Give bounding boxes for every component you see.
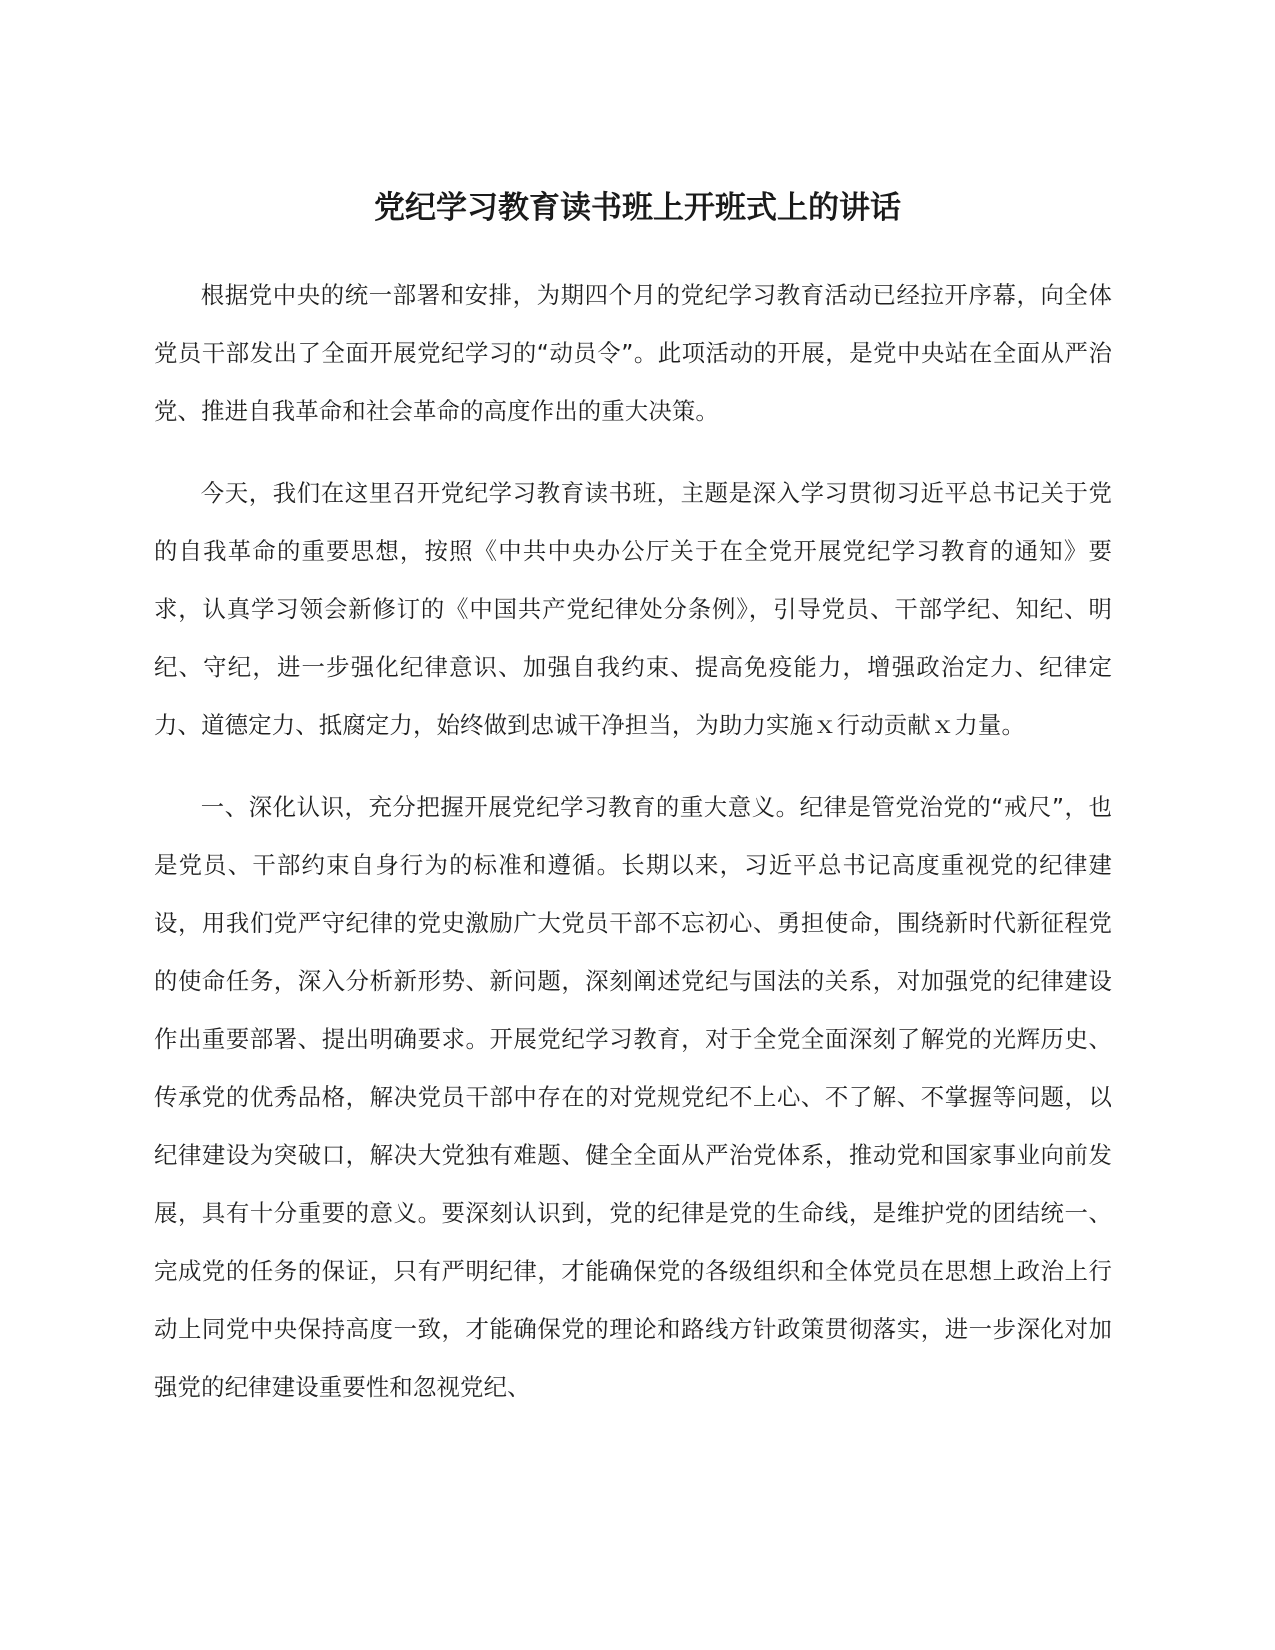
paragraph-theme: 今天，我们在这里召开党纪学习教育读书班，主题是深入学习贯彻习近平总书记关于党的自我革命的重要思想，按照《中共中央办公厅关于在全党开展党纪学习教育的通知》要求，认真学习领会新修订的《中国共产党纪律处分条例》，引导党员、干部学纪、知纪、明纪、守纪，进一步强化纪律意识、加强自我约束、提高免疫能力，增强政治定力、纪律定力、道德定力、抵腐定力，始终做到忠诚干净担当，为助力实施ｘ行动贡献ｘ力量。	[154, 479, 1112, 739]
paragraph-section-one: 一、深化认识，充分把握开展党纪学习教育的重大意义。纪律是管党治党的“戒尺”，也是党员、干部约束自身行为的标准和遵循。长期以来，习近平总书记高度重视党的纪律建设，用我们党严守纪律的党史激励广大党员干部不忘初心、勇担使命，围绕新时代新征程党的使命任务，深入分析新形势、新问题，深刻阐述党纪与国法的关系，对加强党的纪律建设作出重要部署、提出明确要求。开展党纪学习教育，对于全党全面深刻了解党的光辉历史、传承党的优秀品格，解决党员干部中存在的对党规党纪不上心、不了解、不掌握等问题，以纪律建设为突破口，解决大党独有难题、健全全面从严治党体系，推动党和国家事业向前发展，具有十分重要的意义。要深刻认识到，党的纪律是党的生命线，是维护党的团结统一、完成党的任务的保证，只有严明纪律，才能确保党的各级组织和全体党员在思想上政治上行动上同党中央保持高度一致，才能确保党的理论和路线方针政策贯彻落实，进一步深化对加强党的纪律建设重要性和忽视党纪、	[154, 793, 1112, 1401]
document-title: 党纪学习教育读书班上开班式上的讲话	[374, 190, 901, 226]
paragraph-intro: 根据党中央的统一部署和安排，为期四个月的党纪学习教育活动已经拉开序幕，向全体党员干部发出了全面开展党纪学习的“动员令”。此项活动的开展，是党中央站在全面从严治党、推进自我革命和社会革命的高度作出的重大决策。	[154, 281, 1112, 425]
document-body	[154, 266, 1112, 1416]
